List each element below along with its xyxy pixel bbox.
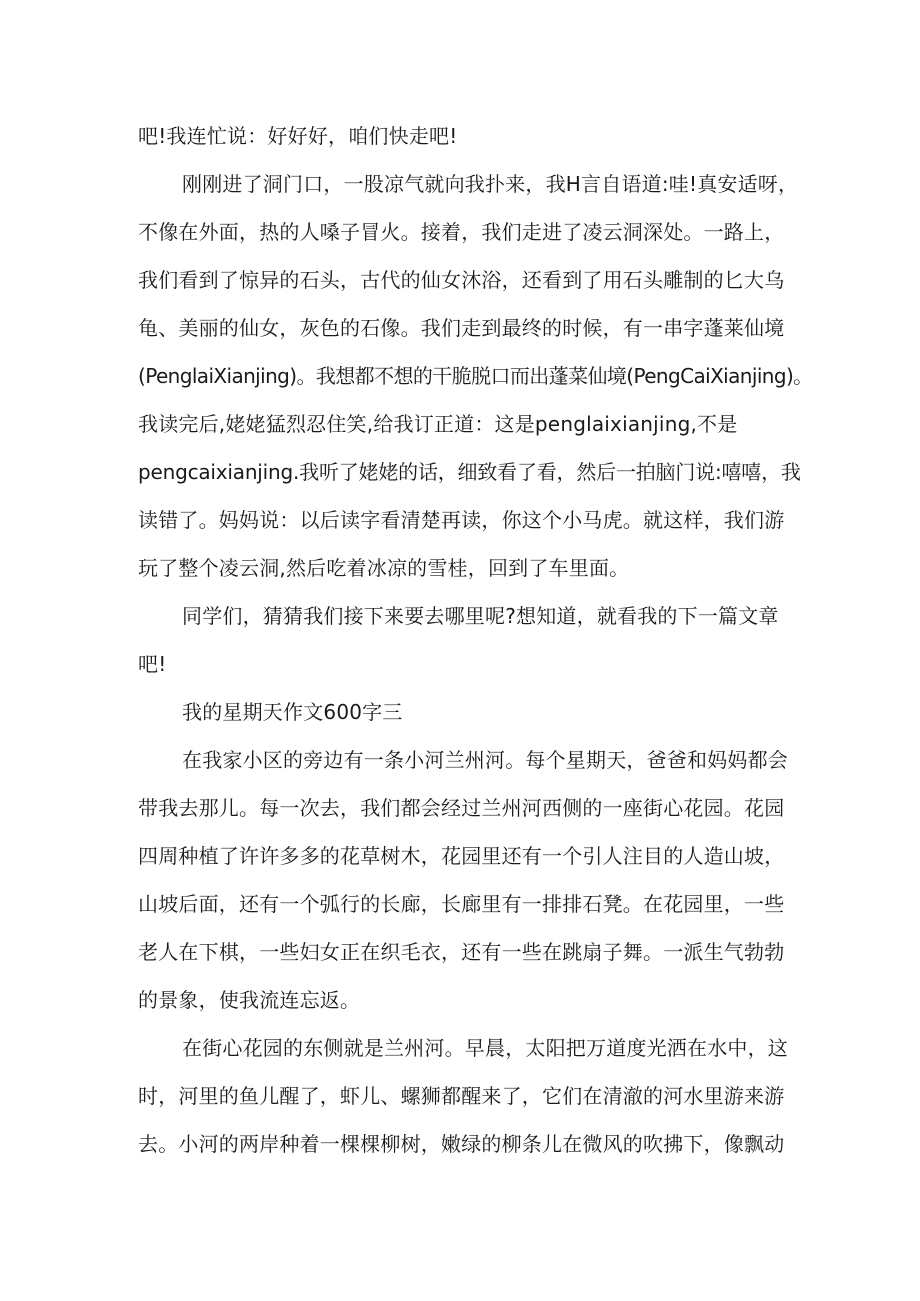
text-line: pengcaixianjing.我听了姥姥的话，细致看了看，然后一拍脑门说:嘻嘻，我 [138, 460, 801, 484]
text-line: 龟、美丽的仙女，灰色的石像。我们走到最终的时候，有一串字蓬莱仙境 [138, 316, 785, 340]
text-line: 玩了整个凌云洞,然后吃着冰凉的雪桂，回到了车里面。 [138, 556, 630, 580]
text-line: 在街心花园的东侧就是兰州河。早晨，太阳把万道度光洒在水中，这 [182, 1036, 788, 1060]
section-heading: 我的星期天作文600字三 [182, 700, 403, 724]
text-line: 我们看到了惊异的石头，古代的仙女沐浴，还看到了用石头雕制的匕大乌 [138, 268, 785, 292]
text-line: 吧! [138, 652, 167, 676]
text-line: 去。小河的两岸种着一棵棵柳树，嫩绿的柳条儿在微风的吹拂下，像飘动 [138, 1132, 785, 1156]
text-line: 读错了。妈妈说：以后读字看清楚再读，你这个小马虎。就这样，我们游 [138, 508, 785, 532]
text-line: 山坡后面，还有一个弧行的长廊，长廊里有一排排石凳。在花园里，一些 [138, 892, 785, 916]
text-line: 同学们，猜猜我们接下来要去哪里呢?想知道，就看我的下一篇文章 [182, 604, 779, 628]
text-line: 我读完后,姥姥猛烈忍住笑,给我订正道：这是penglaixianjing,不是 [138, 412, 738, 436]
text-line: 时，河里的鱼儿醒了，虾儿、螺狮都醒来了，它们在清澈的河水里游来游 [138, 1084, 785, 1108]
text-line: 不像在外面，热的人嗓子冒火。接着，我们走进了凌云洞深处。一路上， [138, 220, 785, 244]
text-line: 在我家小区的旁边有一条小河兰州河。每个星期天，爸爸和妈妈都会 [182, 748, 788, 772]
text-line: 的景象，使我流连忘返。 [138, 988, 361, 1012]
text-line: (PenglaiXianjing)。我想都不想的干脆脱口而出蓬菜仙境(PengCaiXianjing)。 [138, 364, 813, 388]
text-line: 刚刚进了洞门口，一股凉气就向我扑来，我H言自语道:哇!真安适呀， [182, 172, 799, 196]
text-line: 吧!我连忙说：好好好，咱们快走吧! [138, 124, 458, 148]
text-line: 四周种植了许许多多的花草树木，花园里还有一个引人注目的人造山坡， [138, 844, 785, 868]
text-line: 带我去那儿。每一次去，我们都会经过兰州河西侧的一座街心花园。花园 [138, 796, 785, 820]
text-line: 老人在下棋，一些妇女正在织毛衣，还有一些在跳扇子舞。一派生气勃勃 [138, 940, 785, 964]
